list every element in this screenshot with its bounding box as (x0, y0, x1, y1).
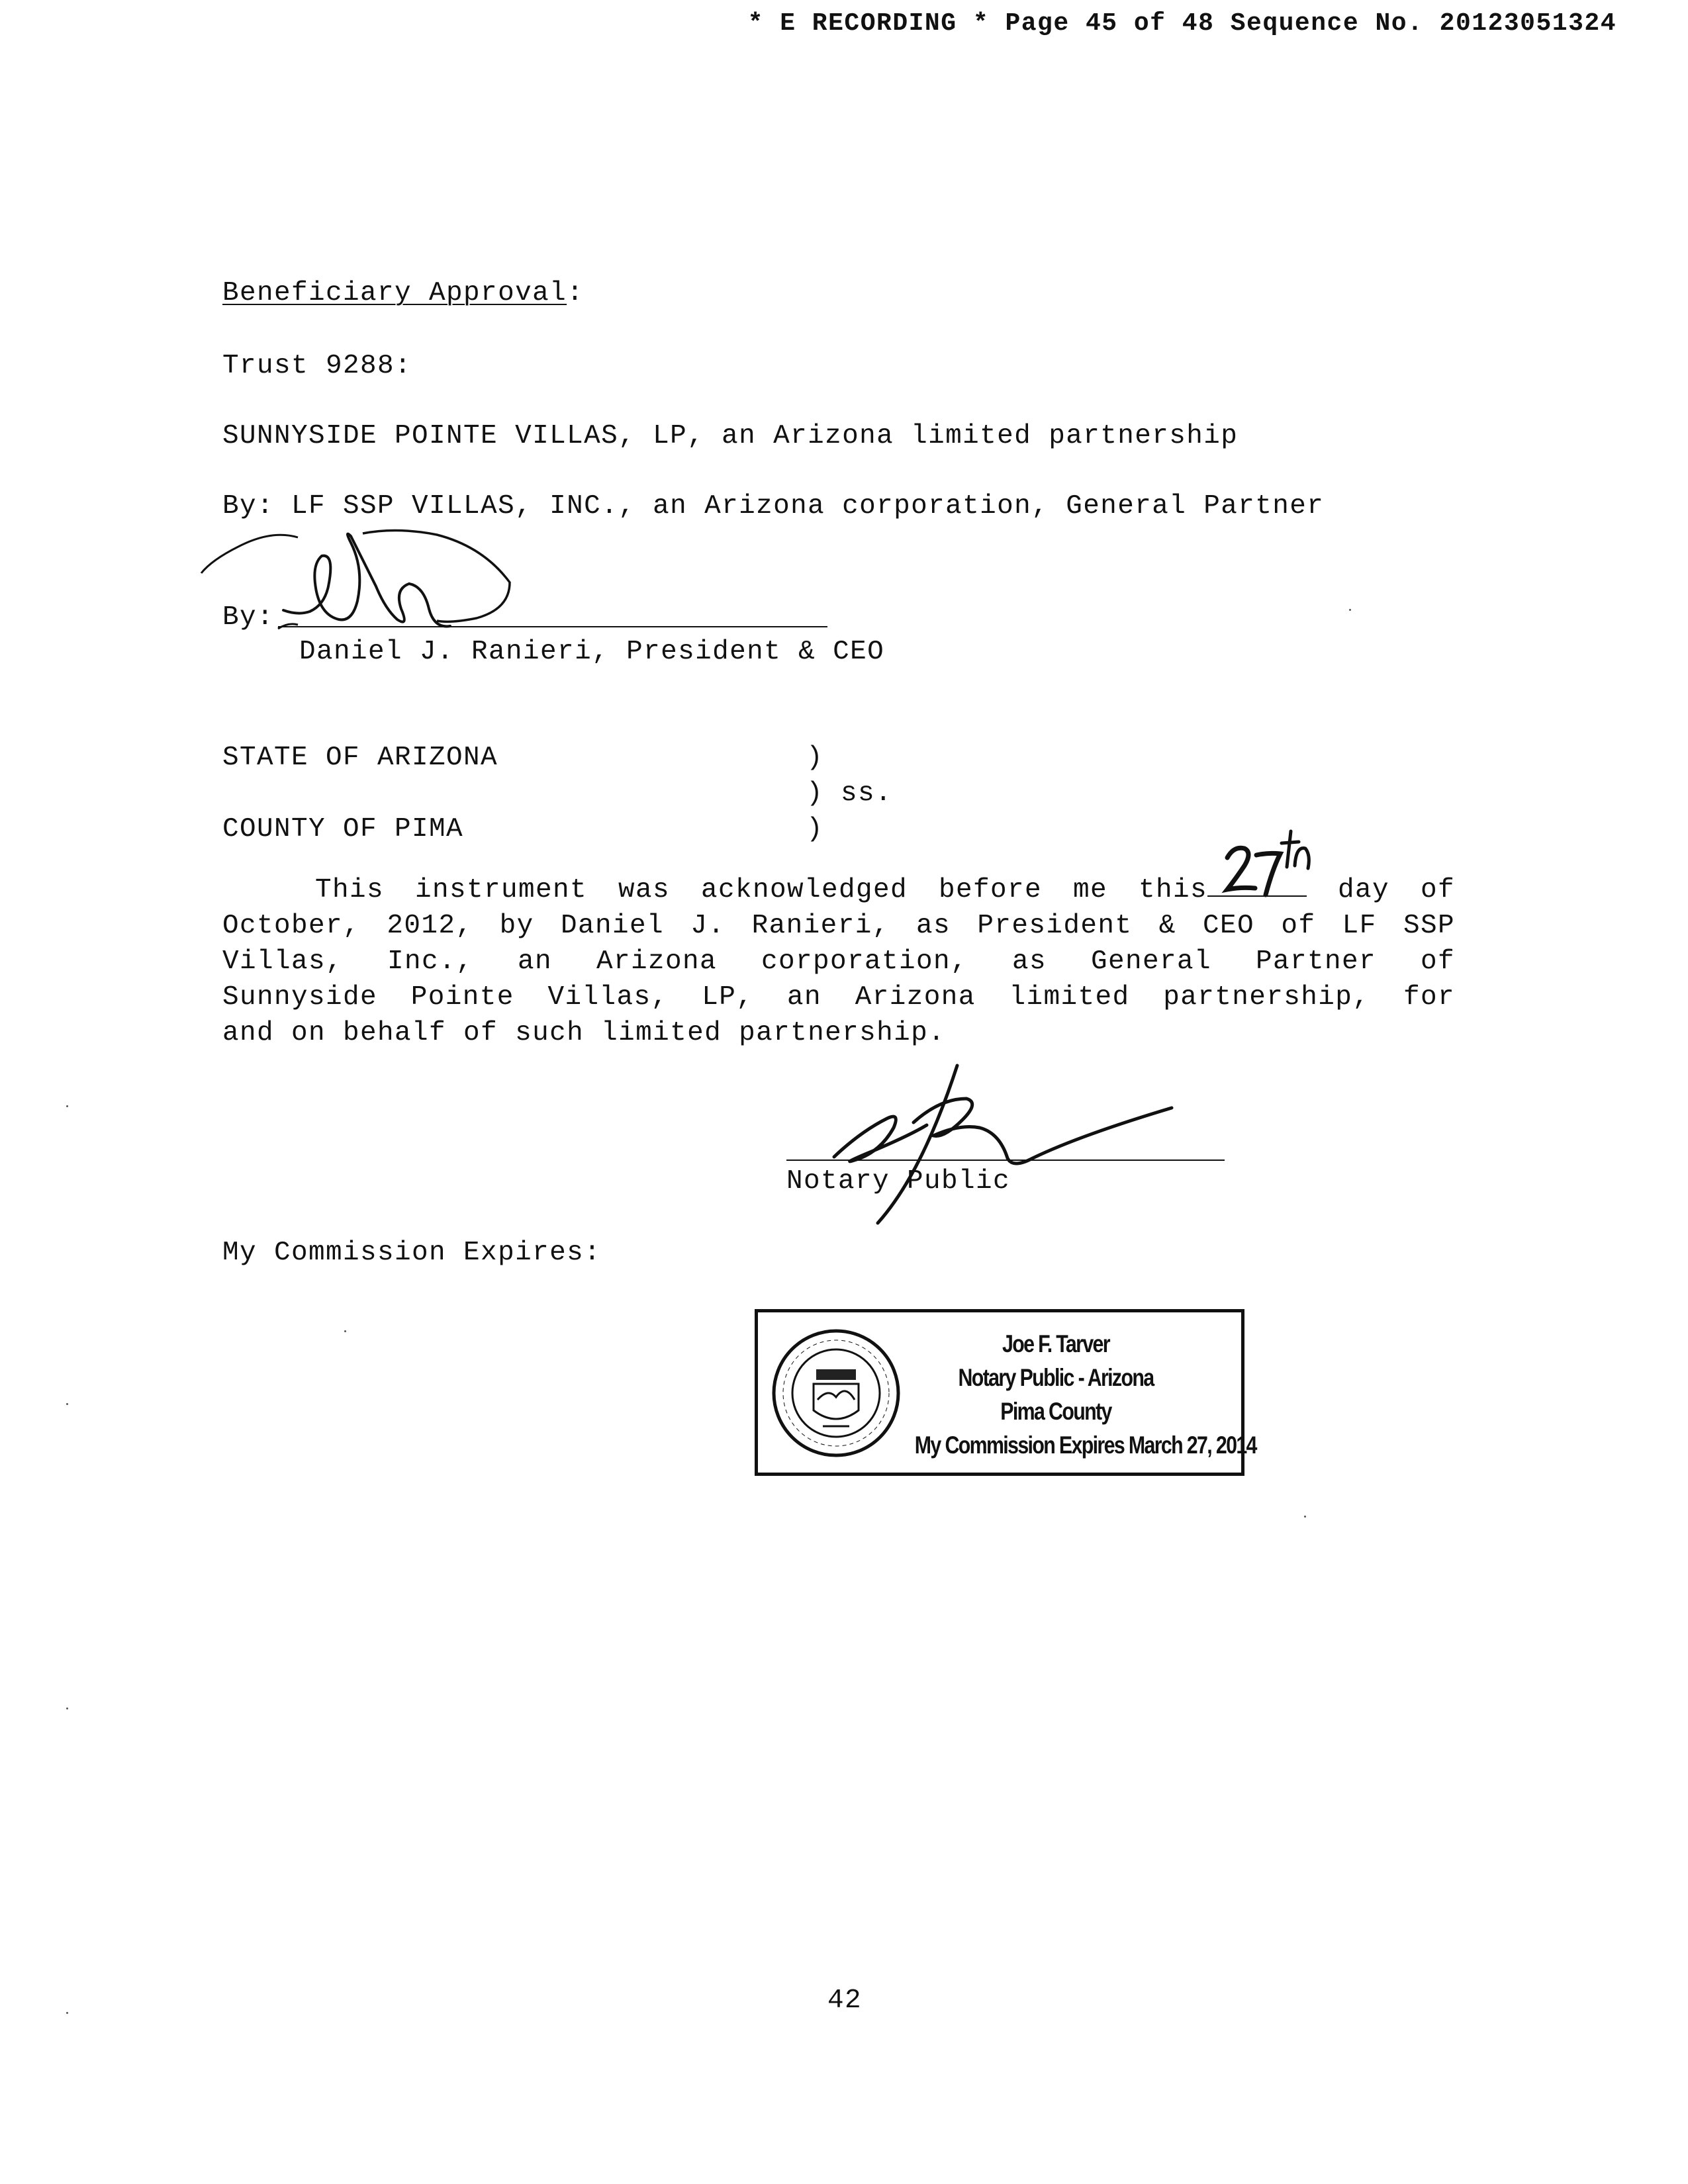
notary-signature (814, 1059, 1185, 1231)
ack-line-2: October, 2012, by Daniel J. Ranieri, as President & CEO of LF SSP (222, 911, 1455, 941)
day-handwritten (1207, 849, 1211, 885)
stamp-notary-name: Joe F. Tarver (1002, 1330, 1109, 1357)
beneficiary-heading-colon: : (567, 278, 585, 308)
stamp-expiration: My Commission Expires March 27, 2014 (914, 1432, 1256, 1459)
venue-paren-3: ) (806, 814, 824, 844)
notary-stamp (755, 1309, 1256, 1476)
ack-line-3: Villas, Inc., an Arizona corporation, as General Partner of (222, 946, 1455, 977)
venue-paren-1: ) (806, 743, 824, 773)
scan-speck (66, 1707, 68, 1709)
stamp-notary-title: Notary Public - Arizona (958, 1364, 1154, 1391)
scan-speck (1349, 609, 1351, 611)
signer-name: Daniel J. Ranieri, President & CEO (299, 637, 885, 667)
trust-label: Trust 9288: (222, 351, 412, 381)
ack-line-1-before: This instrument was acknowledged before me this (315, 875, 1208, 905)
ack-line-5: and on behalf of such limited partnership. (222, 1018, 946, 1048)
ranieri-signature (199, 523, 569, 642)
beneficiary-heading-line (222, 275, 584, 311)
venue-paren-ss: ) ss. (806, 778, 893, 809)
venue-state: STATE OF ARIZONA (222, 743, 498, 773)
stamp-county: Pima County (1000, 1398, 1111, 1425)
ack-line-1-after: day of (1338, 875, 1455, 905)
by-label: By: (222, 602, 275, 633)
stamp-text-block (914, 1327, 1256, 1462)
scan-speck (66, 1403, 68, 1405)
scan-speck (1304, 1516, 1306, 1518)
commission-expires-label: My Commission Expires: (222, 1238, 602, 1268)
arizona-seal (770, 1327, 902, 1459)
recording-header: * E RECORDING * Page 45 of 48 Sequence No. 20123051324 (747, 9, 1617, 38)
page-number: 42 (827, 1985, 863, 2016)
ack-line-4: Sunnyside Pointe Villas, LP, an Arizona limited partnership, for (222, 982, 1455, 1013)
venue-county: COUNTY OF PIMA (222, 814, 464, 844)
entity-name: SUNNYSIDE POINTE VILLAS, LP, an Arizona limited partnership (222, 421, 1239, 451)
handwritten-day-27th (1218, 826, 1324, 905)
beneficiary-heading: Beneficiary Approval (222, 278, 567, 308)
notary-public-label: Notary Public (786, 1166, 1011, 1197)
scan-speck (66, 2012, 68, 2014)
scan-speck (344, 1330, 346, 1332)
general-partner-line: By: LF SSP VILLAS, INC., an Arizona corporation, General Partner (222, 491, 1325, 522)
scan-speck (66, 1105, 68, 1107)
